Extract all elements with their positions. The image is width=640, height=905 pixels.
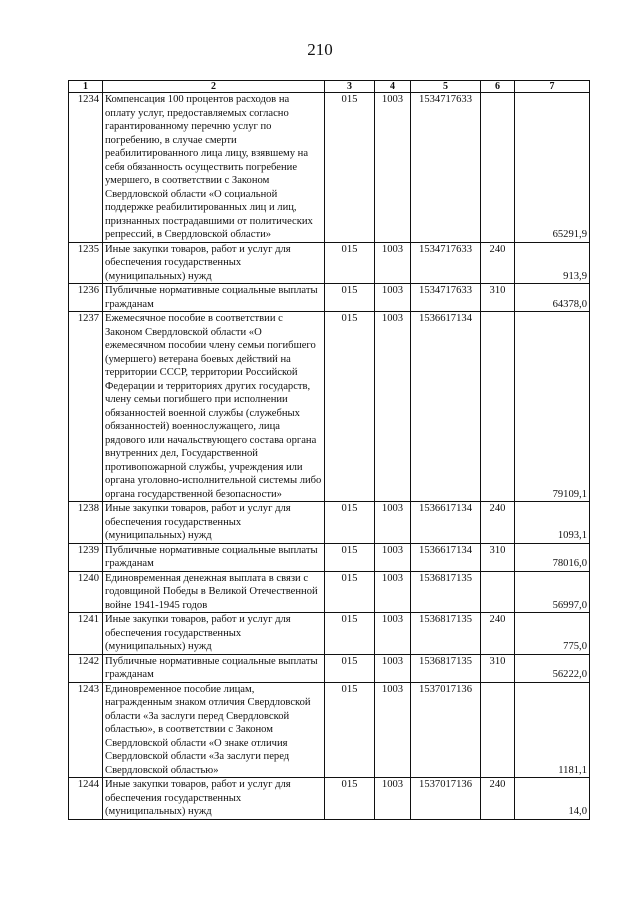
row-description: Единовременное пособие лицам, награжденным знаком отличия Свердловской области «За заслуги перед Свердловской областью», в соответствии с Законом Свердловской области «О знаке отличия Свердловской области «За заслуги перед Свердловской областью»: [103, 682, 325, 778]
row-target-article: 1536617134: [411, 543, 481, 571]
row-department-code: 015: [325, 502, 375, 544]
row-expense-type: 240: [481, 242, 515, 284]
col-header-7: 7: [515, 81, 590, 93]
row-description: Публичные нормативные социальные выплаты гражданам: [103, 654, 325, 682]
row-number: 1239: [69, 543, 103, 571]
table-row: [69, 778, 590, 820]
row-section-code: 1003: [375, 571, 411, 613]
budget-table: [68, 80, 590, 820]
row-target-article: 1537017136: [411, 778, 481, 820]
row-amount: 79109,1: [515, 312, 590, 502]
row-department-code: 015: [325, 242, 375, 284]
row-expense-type: [481, 682, 515, 778]
table-row: [69, 242, 590, 284]
row-target-article: 1536617134: [411, 312, 481, 502]
row-department-code: 015: [325, 778, 375, 820]
table-header-row: [69, 81, 590, 93]
row-number: 1234: [69, 93, 103, 243]
row-expense-type: 310: [481, 284, 515, 312]
row-amount: 1093,1: [515, 502, 590, 544]
row-department-code: 015: [325, 654, 375, 682]
row-section-code: 1003: [375, 284, 411, 312]
table-row: [69, 502, 590, 544]
row-number: 1241: [69, 613, 103, 655]
col-header-3: 3: [325, 81, 375, 93]
row-expense-type: 310: [481, 543, 515, 571]
table-row: [69, 613, 590, 655]
row-description: Иные закупки товаров, работ и услуг для обеспечения государственных (муниципальных) нужд: [103, 613, 325, 655]
table-row: [69, 93, 590, 243]
row-target-article: 1536817135: [411, 571, 481, 613]
row-section-code: 1003: [375, 778, 411, 820]
row-target-article: 1534717633: [411, 242, 481, 284]
row-target-article: 1534717633: [411, 284, 481, 312]
row-target-article: 1536817135: [411, 654, 481, 682]
table-row: [69, 312, 590, 502]
row-amount: 64378,0: [515, 284, 590, 312]
table-row: [69, 284, 590, 312]
row-target-article: 1536617134: [411, 502, 481, 544]
row-description: Публичные нормативные социальные выплаты гражданам: [103, 284, 325, 312]
row-description: Публичные нормативные социальные выплаты гражданам: [103, 543, 325, 571]
row-number: 1236: [69, 284, 103, 312]
row-description: Иные закупки товаров, работ и услуг для обеспечения государственных (муниципальных) нужд: [103, 778, 325, 820]
row-expense-type: 240: [481, 502, 515, 544]
row-target-article: 1536817135: [411, 613, 481, 655]
row-description: Иные закупки товаров, работ и услуг для обеспечения государственных (муниципальных) нужд: [103, 502, 325, 544]
table-row: [69, 571, 590, 613]
row-expense-type: [481, 93, 515, 243]
col-header-2: 2: [103, 81, 325, 93]
row-section-code: 1003: [375, 543, 411, 571]
row-amount: 14,0: [515, 778, 590, 820]
row-department-code: 015: [325, 613, 375, 655]
row-expense-type: 240: [481, 778, 515, 820]
col-header-6: 6: [481, 81, 515, 93]
table-body: [69, 93, 590, 820]
row-target-article: 1534717633: [411, 93, 481, 243]
row-section-code: 1003: [375, 502, 411, 544]
col-header-4: 4: [375, 81, 411, 93]
table-row: [69, 654, 590, 682]
row-amount: 56222,0: [515, 654, 590, 682]
row-amount: 56997,0: [515, 571, 590, 613]
row-section-code: 1003: [375, 312, 411, 502]
row-expense-type: 310: [481, 654, 515, 682]
row-number: 1244: [69, 778, 103, 820]
row-section-code: 1003: [375, 682, 411, 778]
row-amount: 775,0: [515, 613, 590, 655]
row-number: 1242: [69, 654, 103, 682]
row-expense-type: [481, 312, 515, 502]
row-department-code: 015: [325, 312, 375, 502]
row-amount: 78016,0: [515, 543, 590, 571]
row-description: Ежемесячное пособие в соответствии с Законом Свердловской области «О ежемесячном пособии члену семьи погибшего (умершего) ветерана боевых действий на территории СССР, территории Российской Федерации и территориях других государств, члену семьи погибшего при исполнении обязанностей военной службы (служебных обязанностей) военнослужащего, лица рядового или начальствующего состава органа внутренних дел, Государственной противопожарной службы, учреждения или органа уголовно-исполнительной системы либо органа государственной безопасности»: [103, 312, 325, 502]
row-amount: 913,9: [515, 242, 590, 284]
row-number: 1235: [69, 242, 103, 284]
row-section-code: 1003: [375, 613, 411, 655]
row-department-code: 015: [325, 571, 375, 613]
table-row: [69, 543, 590, 571]
row-number: 1237: [69, 312, 103, 502]
row-section-code: 1003: [375, 654, 411, 682]
row-section-code: 1003: [375, 242, 411, 284]
row-expense-type: 240: [481, 613, 515, 655]
col-header-5: 5: [411, 81, 481, 93]
row-department-code: 015: [325, 543, 375, 571]
row-description: Иные закупки товаров, работ и услуг для обеспечения государственных (муниципальных) нужд: [103, 242, 325, 284]
row-department-code: 015: [325, 284, 375, 312]
row-description: Компенсация 100 процентов расходов на оплату услуг, предоставляемых согласно гарантированному перечню услуг по погребению, в случае смерти реабилитированного лица лицу, взявшему на себя обязанность осуществить погребение умершего, в соответствии с Законом Свердловской области «О социальной поддержке реабилитированных лиц и лиц, признанных пострадавшими от политических репрессий, в Свердловской области»: [103, 93, 325, 243]
row-expense-type: [481, 571, 515, 613]
page-number: 210: [307, 40, 333, 59]
row-amount: 1181,1: [515, 682, 590, 778]
row-number: 1243: [69, 682, 103, 778]
row-description: Единовременная денежная выплата в связи с годовщиной Победы в Великой Отечественной войне 1941-1945 годов: [103, 571, 325, 613]
row-department-code: 015: [325, 682, 375, 778]
row-number: 1240: [69, 571, 103, 613]
row-department-code: 015: [325, 93, 375, 243]
row-amount: 65291,9: [515, 93, 590, 243]
table-row: [69, 682, 590, 778]
row-section-code: 1003: [375, 93, 411, 243]
row-target-article: 1537017136: [411, 682, 481, 778]
row-number: 1238: [69, 502, 103, 544]
col-header-1: 1: [69, 81, 103, 93]
